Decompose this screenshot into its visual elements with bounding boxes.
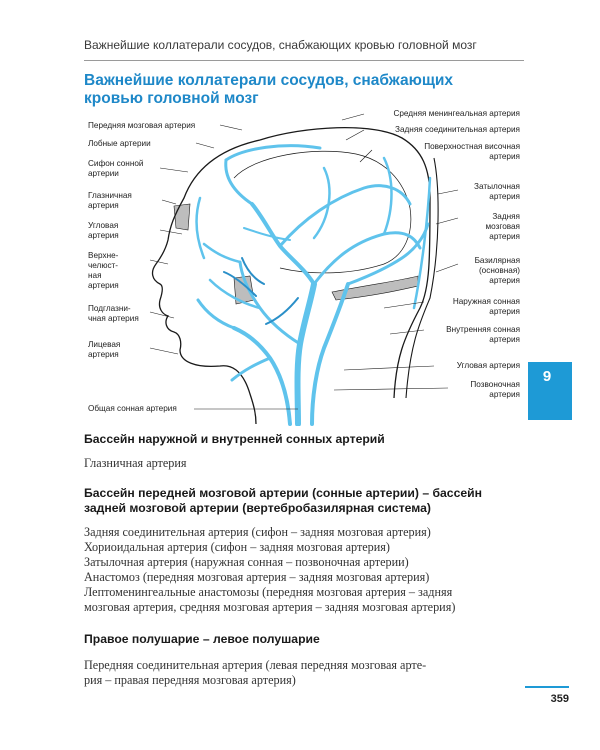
label-infraorbital-artery: чная артерия <box>88 314 139 323</box>
label-angular-artery-right: Угловая артерия <box>456 361 520 370</box>
label-vertebral-artery: артерия <box>489 390 520 399</box>
label-maxillary-artery: Верхне- <box>88 251 119 260</box>
chapter-number: 9 <box>542 368 552 385</box>
label-anterior-cerebral-artery: Передняя мозговая артерия <box>88 121 196 130</box>
section-line: мозговая артерия, средняя мозговая артерия – задняя мозговая артерия) <box>84 600 456 614</box>
label-external-carotid-artery: артерия <box>489 307 520 316</box>
label-facial-artery: артерия <box>88 350 119 359</box>
label-posterior-communicating-artery: Задняя соединительная артерия <box>395 125 520 134</box>
section-line: Глазничная артерия <box>84 456 187 470</box>
label-frontal-arteries: Лобные артерии <box>88 139 151 148</box>
label-common-carotid-artery: Общая сонная артерия <box>88 404 177 413</box>
section-line: рия – правая передняя мозговая артерия) <box>84 673 296 687</box>
label-maxillary-artery: ная <box>88 271 102 280</box>
label-basilar-artery: (основная) <box>478 266 520 275</box>
section-line: Задняя соединительная артерия (сифон – задняя мозговая артерия) <box>84 525 431 539</box>
label-posterior-cerebral-artery: мозговая <box>485 222 520 231</box>
label-occipital-artery: артерия <box>489 192 520 201</box>
label-ophthalmic-artery: артерия <box>88 201 119 210</box>
anatomy-figure <box>84 108 524 426</box>
label-superficial-temporal-artery: артерия <box>489 152 520 161</box>
label-carotid-siphon: артерии <box>88 169 119 178</box>
section-line: Затылочная артерия (наружная сонная – позвоночная артерии) <box>84 555 409 569</box>
label-occipital-artery: Затылочная <box>474 182 520 191</box>
label-vertebral-artery: Позвоночная <box>470 380 520 389</box>
label-infraorbital-artery: Подглазни- <box>88 304 131 313</box>
label-posterior-cerebral-artery: артерия <box>489 232 520 241</box>
label-basilar-artery: артерия <box>489 276 520 285</box>
label-ophthalmic-artery: Глазничная <box>88 191 132 200</box>
chapter-tab <box>528 362 572 420</box>
section-heading: задней мозговой артерии (вертебробазилярная система) <box>84 501 431 515</box>
section-heading: Бассейн наружной и внутренней сонных артерий <box>84 432 385 446</box>
footer-rule <box>525 686 569 688</box>
page-title <box>84 72 504 108</box>
label-angular-artery-left: артерия <box>88 231 119 240</box>
label-posterior-cerebral-artery: Задняя <box>492 212 520 221</box>
section-line: Лептоменингеальные анастомозы (передняя мозговая артерия – задняя <box>84 585 453 599</box>
label-carotid-siphon: Сифон сонной <box>88 159 144 168</box>
running-head: Важнейшие коллатерали сосудов, снабжающих кровью головной мозг <box>84 38 477 52</box>
label-internal-carotid-artery: артерия <box>489 335 520 344</box>
page-title-line: кровью головной мозг <box>84 90 259 107</box>
label-basilar-artery: Базилярная <box>474 256 520 265</box>
section-heading: Правое полушарие – левое полушарие <box>84 632 320 646</box>
section-line: Передняя соединительная артерия (левая передняя мозговая арте- <box>84 658 427 672</box>
page-title-line: Важнейшие коллатерали сосудов, снабжающих <box>84 72 454 89</box>
head-arteries-illustration <box>84 108 524 426</box>
label-superficial-temporal-artery: Поверхностная височная <box>424 142 520 151</box>
label-internal-carotid-artery: Внутренняя сонная <box>446 325 520 334</box>
label-maxillary-artery: артерия <box>88 281 119 290</box>
label-middle-meningeal-artery: Средняя менингеальная артерия <box>393 109 520 118</box>
label-maxillary-artery: челюст- <box>88 261 119 270</box>
label-external-carotid-artery: Наружная сонная <box>452 297 520 306</box>
section-line: Хориоидальная артерия (сифон – задняя мозговая артерия) <box>84 540 390 554</box>
running-head-rule <box>84 60 524 61</box>
label-facial-artery: Лицевая <box>88 340 121 349</box>
section-line: Анастомоз (передняя мозговая артерия – задняя мозговая артерия) <box>84 570 430 584</box>
label-angular-artery-left: Угловая <box>88 221 119 230</box>
section-heading: Бассейн передней мозговой артерии (сонные артерии) – бассейн <box>84 486 482 500</box>
page-number: 359 <box>550 693 569 705</box>
